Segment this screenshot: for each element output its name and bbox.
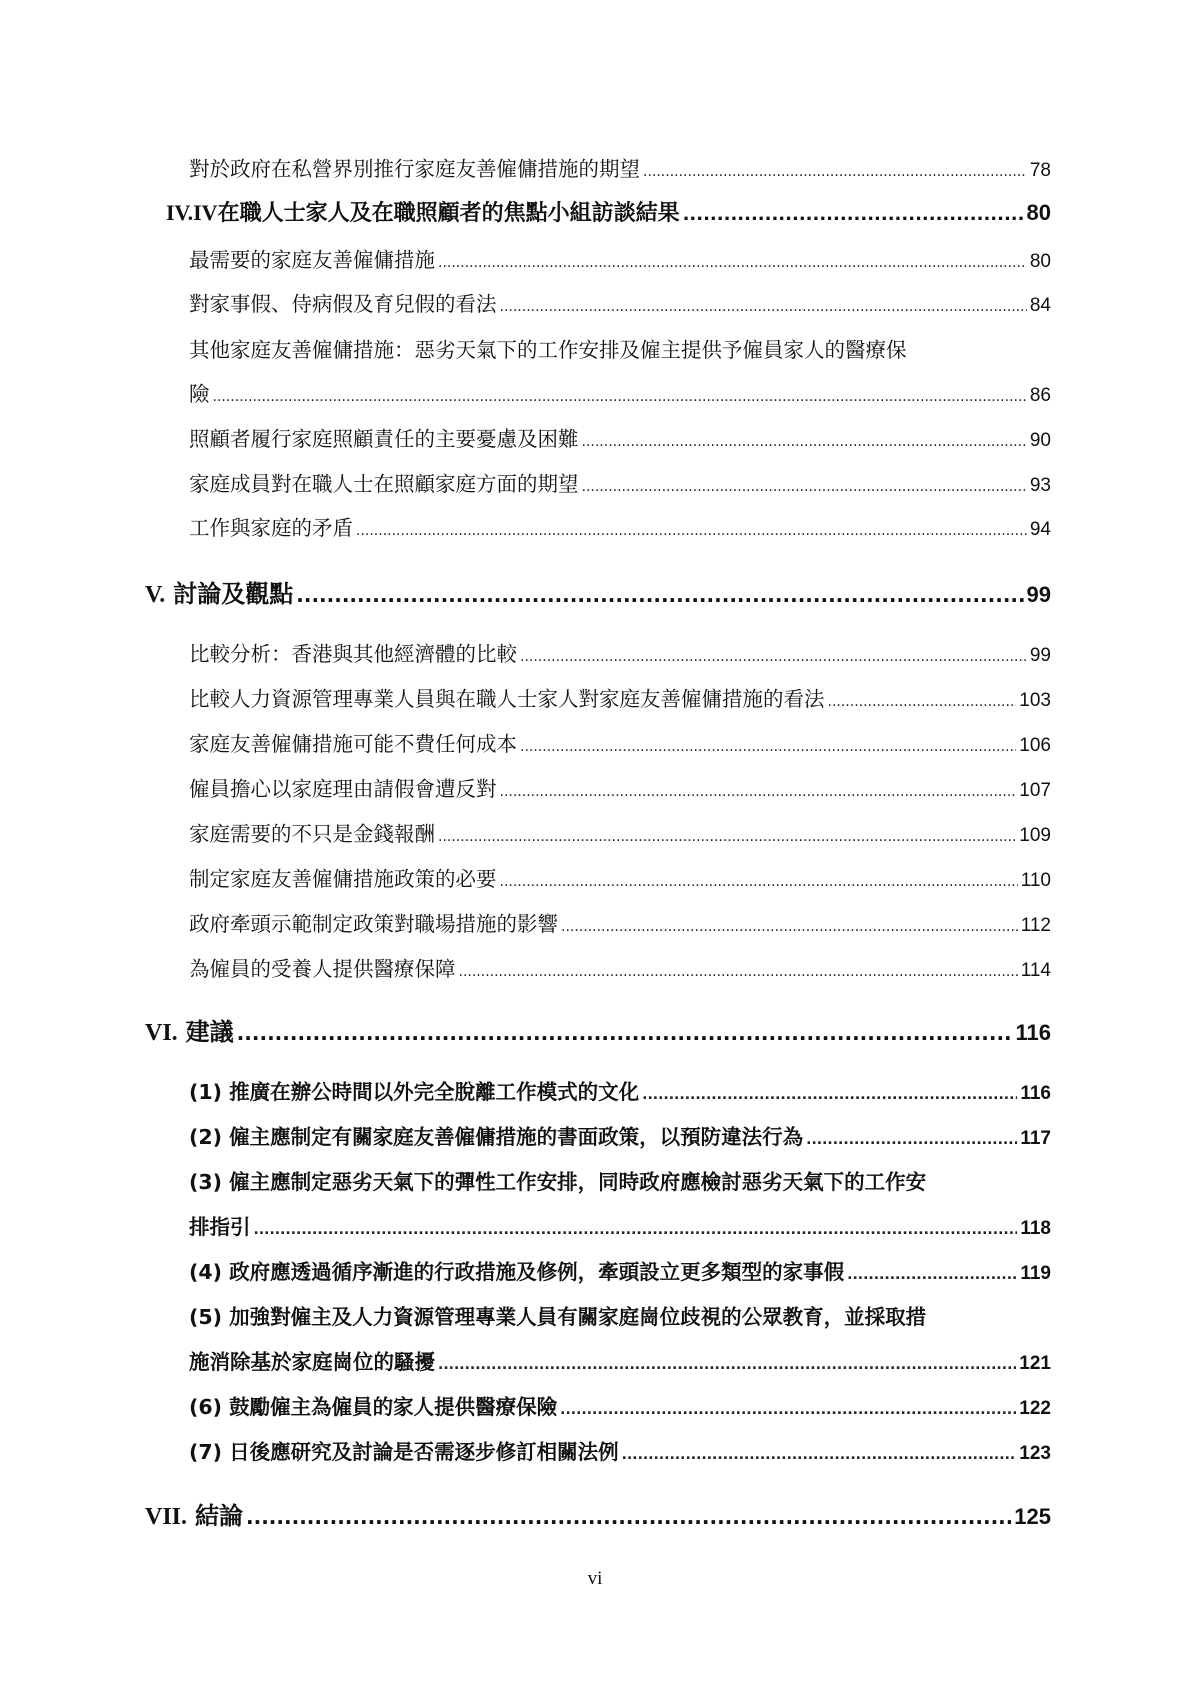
toc-entry[interactable] (189, 862, 1051, 892)
toc-entry-title-line1[interactable]: (5) 加強對僱主及人力資源管理專業人員有關家庭崗位歧視的公眾教育，並採取措 (189, 1305, 927, 1329)
toc-entry-page: 125 (1014, 1504, 1051, 1529)
toc-entry[interactable] (189, 1390, 1051, 1420)
toc-entry-page: 80 (1026, 200, 1051, 225)
toc-entry-page: 110 (1020, 870, 1051, 891)
toc-entry-title: 為僱員的受養人提供醫療保障 (189, 957, 456, 981)
toc-section-entry[interactable] (145, 574, 1051, 609)
toc-entry-page: 80 (1029, 251, 1051, 272)
dot-leader (582, 434, 1027, 450)
toc-entry[interactable] (189, 727, 1051, 757)
dot-leader (356, 523, 1027, 539)
toc-entry-page: 122 (1019, 1398, 1051, 1419)
toc-entry-page: 99 (1026, 582, 1051, 607)
toc-entry-page: 94 (1029, 519, 1051, 540)
toc-entry-page: 93 (1029, 475, 1051, 496)
toc-entry[interactable] (189, 907, 1051, 937)
toc-entry-title: 比較分析：香港與其他經濟體的比較 (189, 642, 517, 666)
dot-leader (561, 919, 1018, 935)
toc-entry-title: 險 (189, 382, 210, 406)
toc-entry[interactable] (189, 511, 1051, 541)
toc-entry-page: 119 (1020, 1263, 1051, 1284)
toc-entry-title: (1) 推廣在辦公時間以外完全脫離工作模式的文化 (189, 1080, 640, 1104)
toc-entry-number: VI. (145, 1020, 178, 1046)
toc-entry[interactable] (189, 1075, 1051, 1105)
dot-leader (246, 1505, 1011, 1529)
dot-leader (438, 255, 1027, 271)
toc-entry[interactable] (189, 377, 1051, 407)
toc-entry-title: 照顧者履行家庭照顧責任的主要憂慮及困難 (189, 427, 579, 451)
toc-entry[interactable] (189, 952, 1051, 982)
dot-leader (683, 204, 1024, 225)
toc-entry[interactable] (189, 1255, 1051, 1285)
toc-entry-title: 家庭需要的不只是金錢報酬 (189, 822, 435, 846)
toc-entry-title: 建議 (185, 1018, 234, 1046)
toc-entry-title: 家庭友善僱傭措施可能不費任何成本 (189, 732, 517, 756)
toc-entry-title: 對家事假、侍病假及育兒假的看法 (189, 292, 497, 316)
toc-entry-number: IV.IV (166, 200, 218, 225)
toc-entry-title: 對於政府在私營界別推行家庭友善僱傭措施的期望 (189, 157, 640, 181)
toc-entry-page: 114 (1020, 960, 1051, 981)
toc-entry-page: 90 (1029, 430, 1051, 451)
toc-entry-page: 84 (1029, 295, 1051, 316)
dot-leader (847, 1267, 1017, 1283)
dot-leader (500, 874, 1018, 890)
toc-entry-page: 116 (1020, 1083, 1051, 1104)
toc-entry-title: (6) 鼓勵僱主為僱員的家人提供醫療保險 (189, 1395, 558, 1419)
toc-entry-page: 106 (1019, 735, 1051, 756)
toc-entry-page: 78 (1029, 160, 1051, 181)
dot-leader (643, 164, 1027, 180)
toc-entry-title: 制定家庭友善僱傭措施政策的必要 (189, 867, 497, 891)
toc-entry[interactable] (189, 287, 1051, 317)
toc-entry-page: 103 (1019, 690, 1051, 711)
toc-entry-page: 109 (1019, 825, 1051, 846)
toc-entry-page: 116 (1015, 1020, 1051, 1045)
toc-entry-number: VII. (145, 1504, 188, 1530)
toc-entry-title: (7) 日後應研究及討論是否需逐步修訂相關法例 (189, 1440, 619, 1464)
dot-leader (213, 389, 1027, 405)
toc-entry-title: 政府牽頭示範制定政策對職場措施的影響 (189, 912, 558, 936)
toc-entry-title: 結論 (195, 1502, 244, 1530)
toc-entry[interactable] (189, 772, 1051, 802)
toc-entry[interactable] (189, 817, 1051, 847)
toc-entry-title: 排指引 (189, 1215, 251, 1239)
toc-entry-title-line1[interactable]: 其他家庭友善僱傭措施：惡劣天氣下的工作安排及僱主提供予僱員家人的醫療保 (189, 338, 907, 362)
toc-entry-title: (2) 僱主應制定有關家庭友善僱傭措施的書面政策，以預防違法行為 (189, 1125, 804, 1149)
dot-leader (438, 829, 1016, 845)
toc-entry[interactable] (189, 422, 1051, 452)
toc-entry[interactable] (189, 1210, 1051, 1240)
toc-entry-page: 99 (1029, 645, 1051, 666)
dot-leader (520, 739, 1016, 755)
toc-section-entry[interactable] (145, 1012, 1051, 1047)
toc-entry[interactable] (189, 467, 1051, 497)
toc-entry[interactable] (189, 1120, 1051, 1150)
toc-section-entry[interactable] (145, 1496, 1051, 1531)
toc-entry-title: 比較人力資源管理專業人員與在職人士家人對家庭友善僱傭措施的看法 (189, 687, 825, 711)
toc-entry[interactable] (189, 152, 1051, 182)
toc-entry-title: 施消除基於家庭崗位的騷擾 (189, 1350, 435, 1374)
toc-entry-title: 僱員擔心以家庭理由請假會遭反對 (189, 777, 497, 801)
dot-leader (642, 1087, 1017, 1103)
toc-entry-page: 86 (1029, 385, 1051, 406)
dot-leader (438, 1357, 1016, 1373)
dot-leader (582, 479, 1027, 495)
dot-leader (296, 583, 1023, 607)
toc-entry-title: 討論及觀點 (173, 580, 294, 608)
toc-entry-title: 最需要的家庭友善僱傭措施 (189, 248, 435, 272)
dot-leader (254, 1222, 1018, 1238)
dot-leader (237, 1021, 1013, 1045)
toc-entry[interactable] (189, 1435, 1051, 1465)
toc-entry-title: 家庭成員對在職人士在照顧家庭方面的期望 (189, 472, 579, 496)
dot-leader (560, 1402, 1016, 1418)
toc-entry-title: 在職人士家人及在職照顧者的焦點小組訪談結果 (217, 201, 680, 226)
toc-entry[interactable] (189, 1345, 1051, 1375)
dot-leader (806, 1132, 1017, 1148)
toc-subsection-entry[interactable] (166, 196, 1051, 227)
toc-entry[interactable] (189, 637, 1051, 667)
toc-entry-page: 121 (1019, 1353, 1051, 1374)
toc-entry-title: (4) 政府應透過循序漸進的行政措施及修例，牽頭設立更多類型的家事假 (189, 1260, 845, 1284)
toc-entry-number: V. (145, 582, 166, 608)
dot-leader (828, 694, 1017, 710)
toc-entry-page: 123 (1019, 1443, 1051, 1464)
dot-leader (500, 784, 1017, 800)
toc-entry[interactable] (189, 682, 1051, 712)
toc-entry-page: 117 (1020, 1128, 1051, 1149)
toc-entry-title-line1[interactable]: (3) 僱主應制定惡劣天氣下的彈性工作安排，同時政府應檢討惡劣天氣下的工作安 (189, 1170, 927, 1194)
toc-entry-page: 118 (1020, 1218, 1051, 1239)
toc-entry-page: 112 (1020, 915, 1051, 936)
dot-leader (500, 299, 1027, 315)
page-number: vi (587, 1568, 603, 1589)
toc-entry-title: 工作與家庭的矛盾 (189, 516, 353, 540)
dot-leader (622, 1447, 1017, 1463)
dot-leader (520, 649, 1027, 665)
toc-entry-page: 107 (1019, 780, 1051, 801)
dot-leader (459, 964, 1018, 980)
toc-entry[interactable] (189, 243, 1051, 273)
